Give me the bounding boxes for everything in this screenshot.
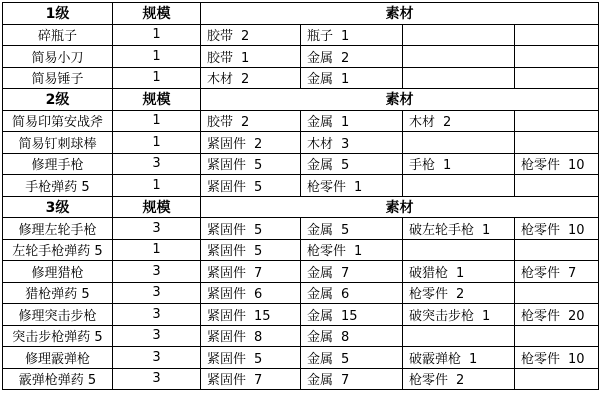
table-row bbox=[3, 67, 599, 89]
material-name: 金属 bbox=[307, 115, 334, 131]
material-cell bbox=[201, 304, 301, 326]
material-quantity: 8 bbox=[254, 330, 263, 346]
table-row bbox=[3, 239, 599, 261]
material-quantity: 10 bbox=[568, 158, 585, 174]
table-row bbox=[3, 110, 599, 132]
material-name: 枪零件 bbox=[521, 308, 561, 324]
material-name: 紧固件 bbox=[207, 265, 247, 281]
material-name: 金属 bbox=[307, 265, 334, 281]
material-cell bbox=[515, 304, 599, 326]
material-cell bbox=[515, 175, 599, 197]
material-quantity: 2 bbox=[241, 72, 250, 88]
material-quantity: 1 bbox=[341, 29, 350, 45]
material-quantity: 1 bbox=[443, 158, 452, 174]
material-cell bbox=[301, 24, 403, 46]
material-name: 木材 bbox=[307, 136, 334, 152]
material-quantity: 1 bbox=[482, 222, 491, 238]
item-scale: 3 bbox=[113, 282, 201, 304]
material-quantity: 15 bbox=[254, 308, 271, 324]
material-cell bbox=[201, 153, 301, 175]
item-scale: 3 bbox=[113, 153, 201, 175]
material-name: 枪零件 bbox=[521, 222, 561, 238]
item-name: 突击步枪弹药 5 bbox=[3, 325, 113, 347]
material-quantity: 3 bbox=[341, 136, 350, 152]
item-name: 猎枪弹药 5 bbox=[3, 282, 113, 304]
material-quantity: 8 bbox=[341, 330, 350, 346]
material-name: 胶带 bbox=[207, 50, 234, 66]
material-cell bbox=[515, 67, 599, 89]
material-quantity: 20 bbox=[568, 308, 585, 324]
material-cell bbox=[515, 368, 599, 390]
material-cell bbox=[201, 218, 301, 240]
material-quantity: 2 bbox=[254, 136, 263, 152]
item-name: 简易印第安战斧 bbox=[3, 110, 113, 132]
material-cell bbox=[403, 282, 515, 304]
material-cell bbox=[515, 347, 599, 369]
material-cell bbox=[301, 261, 403, 283]
material-cell bbox=[403, 325, 515, 347]
material-cell bbox=[201, 239, 301, 261]
material-quantity: 1 bbox=[482, 308, 491, 324]
material-cell bbox=[515, 282, 599, 304]
item-name: 左轮手枪弹药 5 bbox=[3, 239, 113, 261]
material-quantity: 2 bbox=[456, 373, 465, 389]
material-quantity: 7 bbox=[341, 265, 350, 281]
material-cell bbox=[301, 347, 403, 369]
material-cell bbox=[301, 304, 403, 326]
material-cell bbox=[301, 239, 403, 261]
material-name: 紧固件 bbox=[207, 330, 247, 346]
material-cell bbox=[201, 368, 301, 390]
material-name: 胶带 bbox=[207, 115, 234, 131]
material-cell bbox=[301, 218, 403, 240]
material-name: 紧固件 bbox=[207, 351, 247, 367]
material-name: 紧固件 bbox=[207, 136, 247, 152]
table-row bbox=[3, 218, 599, 240]
item-scale: 1 bbox=[113, 110, 201, 132]
level-header-row bbox=[3, 89, 599, 111]
material-cell bbox=[201, 46, 301, 68]
material-name: 枪零件 bbox=[409, 373, 449, 389]
material-quantity: 2 bbox=[241, 115, 250, 131]
materials-header: 素材 bbox=[201, 89, 599, 111]
material-name: 金属 bbox=[307, 287, 334, 303]
material-quantity: 7 bbox=[254, 373, 263, 389]
material-cell bbox=[301, 153, 403, 175]
material-cell bbox=[301, 175, 403, 197]
material-name: 枪零件 bbox=[307, 179, 347, 195]
scale-header: 规模 bbox=[113, 89, 201, 111]
material-quantity: 6 bbox=[341, 287, 350, 303]
material-cell bbox=[515, 46, 599, 68]
table-row bbox=[3, 368, 599, 390]
table-row bbox=[3, 153, 599, 175]
table-row bbox=[3, 261, 599, 283]
material-name: 枪零件 bbox=[409, 287, 449, 303]
crafting-table bbox=[2, 2, 599, 390]
material-cell bbox=[403, 24, 515, 46]
material-cell bbox=[515, 325, 599, 347]
materials-header: 素材 bbox=[201, 196, 599, 218]
material-cell bbox=[201, 110, 301, 132]
table-row bbox=[3, 132, 599, 154]
item-name: 碎瓶子 bbox=[3, 24, 113, 46]
item-name: 修理霰弹枪 bbox=[3, 347, 113, 369]
material-name: 紧固件 bbox=[207, 287, 247, 303]
material-quantity: 1 bbox=[354, 179, 363, 195]
material-cell bbox=[201, 24, 301, 46]
table-row bbox=[3, 325, 599, 347]
material-quantity: 1 bbox=[469, 351, 478, 367]
material-name: 胶带 bbox=[207, 29, 234, 45]
item-scale: 3 bbox=[113, 261, 201, 283]
item-scale: 1 bbox=[113, 24, 201, 46]
material-name: 紧固件 bbox=[207, 179, 247, 195]
material-quantity: 5 bbox=[341, 222, 350, 238]
material-name: 枪零件 bbox=[307, 244, 347, 260]
material-cell bbox=[403, 218, 515, 240]
item-scale: 1 bbox=[113, 46, 201, 68]
table-row bbox=[3, 304, 599, 326]
item-scale: 3 bbox=[113, 218, 201, 240]
material-name: 金属 bbox=[307, 50, 334, 66]
material-name: 破霰弹枪 bbox=[409, 351, 462, 367]
material-cell bbox=[301, 282, 403, 304]
material-name: 木材 bbox=[207, 72, 234, 88]
level-header-row bbox=[3, 3, 599, 25]
material-name: 紧固件 bbox=[207, 308, 247, 324]
level-label: 1级 bbox=[3, 3, 113, 25]
item-name: 修理突击步枪 bbox=[3, 304, 113, 326]
item-scale: 1 bbox=[113, 239, 201, 261]
material-name: 紧固件 bbox=[207, 158, 247, 174]
materials-header: 素材 bbox=[201, 3, 599, 25]
material-cell bbox=[301, 368, 403, 390]
material-quantity: 5 bbox=[254, 222, 263, 238]
material-cell bbox=[515, 132, 599, 154]
material-cell bbox=[301, 132, 403, 154]
material-cell bbox=[403, 239, 515, 261]
material-name: 枪零件 bbox=[521, 158, 561, 174]
level-label: 2级 bbox=[3, 89, 113, 111]
crafting-table-container bbox=[2, 2, 598, 411]
material-quantity: 1 bbox=[354, 244, 363, 260]
material-quantity: 5 bbox=[254, 244, 263, 260]
material-quantity: 7 bbox=[341, 373, 350, 389]
material-name: 紧固件 bbox=[207, 244, 247, 260]
material-cell bbox=[515, 218, 599, 240]
item-scale: 3 bbox=[113, 368, 201, 390]
material-cell bbox=[515, 24, 599, 46]
material-cell bbox=[301, 46, 403, 68]
material-quantity: 1 bbox=[241, 50, 250, 66]
item-name: 手枪弹药 5 bbox=[3, 175, 113, 197]
material-name: 金属 bbox=[307, 72, 334, 88]
material-cell bbox=[403, 175, 515, 197]
material-cell bbox=[515, 261, 599, 283]
material-quantity: 5 bbox=[254, 158, 263, 174]
crafting-table-body bbox=[3, 3, 599, 390]
scale-header: 规模 bbox=[113, 3, 201, 25]
scale-header: 规模 bbox=[113, 196, 201, 218]
item-name: 霰弹枪弹药 5 bbox=[3, 368, 113, 390]
material-quantity: 2 bbox=[456, 287, 465, 303]
material-name: 金属 bbox=[307, 158, 334, 174]
material-quantity: 2 bbox=[241, 29, 250, 45]
material-quantity: 10 bbox=[568, 351, 585, 367]
material-quantity: 1 bbox=[341, 115, 350, 131]
material-name: 瓶子 bbox=[307, 29, 334, 45]
material-name: 破突击步枪 bbox=[409, 308, 475, 324]
material-cell bbox=[301, 110, 403, 132]
material-name: 破猎枪 bbox=[409, 265, 449, 281]
material-quantity: 7 bbox=[254, 265, 263, 281]
table-row bbox=[3, 46, 599, 68]
material-name: 金属 bbox=[307, 373, 334, 389]
material-name: 金属 bbox=[307, 308, 334, 324]
material-cell bbox=[201, 67, 301, 89]
table-row bbox=[3, 24, 599, 46]
item-scale: 1 bbox=[113, 67, 201, 89]
material-name: 紧固件 bbox=[207, 373, 247, 389]
item-name: 简易钉刺球棒 bbox=[3, 132, 113, 154]
material-cell bbox=[201, 282, 301, 304]
material-quantity: 5 bbox=[341, 158, 350, 174]
table-row bbox=[3, 175, 599, 197]
material-quantity: 5 bbox=[254, 351, 263, 367]
material-name: 手枪 bbox=[409, 158, 436, 174]
material-name: 金属 bbox=[307, 222, 334, 238]
material-quantity: 5 bbox=[254, 179, 263, 195]
material-name: 金属 bbox=[307, 330, 334, 346]
material-cell bbox=[301, 325, 403, 347]
material-quantity: 2 bbox=[341, 50, 350, 66]
material-quantity: 1 bbox=[341, 72, 350, 88]
material-cell bbox=[403, 368, 515, 390]
material-quantity: 5 bbox=[341, 351, 350, 367]
item-name: 修理猎枪 bbox=[3, 261, 113, 283]
material-quantity: 2 bbox=[443, 115, 452, 131]
item-name: 简易锤子 bbox=[3, 67, 113, 89]
material-cell bbox=[403, 132, 515, 154]
material-cell bbox=[403, 347, 515, 369]
item-scale: 3 bbox=[113, 304, 201, 326]
item-scale: 1 bbox=[113, 132, 201, 154]
material-name: 金属 bbox=[307, 351, 334, 367]
item-scale: 3 bbox=[113, 325, 201, 347]
material-name: 枪零件 bbox=[521, 351, 561, 367]
material-cell bbox=[403, 261, 515, 283]
material-cell bbox=[201, 175, 301, 197]
level-header-row bbox=[3, 196, 599, 218]
item-name: 修理左轮手枪 bbox=[3, 218, 113, 240]
material-cell bbox=[515, 153, 599, 175]
material-cell bbox=[201, 347, 301, 369]
item-scale: 1 bbox=[113, 175, 201, 197]
material-name: 木材 bbox=[409, 115, 436, 131]
material-quantity: 10 bbox=[568, 222, 585, 238]
level-label: 3级 bbox=[3, 196, 113, 218]
item-scale: 3 bbox=[113, 347, 201, 369]
material-cell bbox=[515, 239, 599, 261]
material-cell bbox=[403, 46, 515, 68]
material-quantity: 6 bbox=[254, 287, 263, 303]
material-cell bbox=[201, 325, 301, 347]
material-cell bbox=[403, 153, 515, 175]
material-cell bbox=[403, 304, 515, 326]
material-name: 枪零件 bbox=[521, 265, 561, 281]
item-name: 修理手枪 bbox=[3, 153, 113, 175]
material-cell bbox=[301, 67, 403, 89]
table-row bbox=[3, 347, 599, 369]
item-name: 简易小刀 bbox=[3, 46, 113, 68]
material-name: 破左轮手枪 bbox=[409, 222, 475, 238]
material-cell bbox=[403, 110, 515, 132]
material-quantity: 15 bbox=[341, 308, 358, 324]
material-name: 紧固件 bbox=[207, 222, 247, 238]
material-cell bbox=[201, 261, 301, 283]
table-row bbox=[3, 282, 599, 304]
material-cell bbox=[201, 132, 301, 154]
material-cell bbox=[515, 110, 599, 132]
material-quantity: 1 bbox=[456, 265, 465, 281]
material-cell bbox=[403, 67, 515, 89]
material-quantity: 7 bbox=[568, 265, 577, 281]
